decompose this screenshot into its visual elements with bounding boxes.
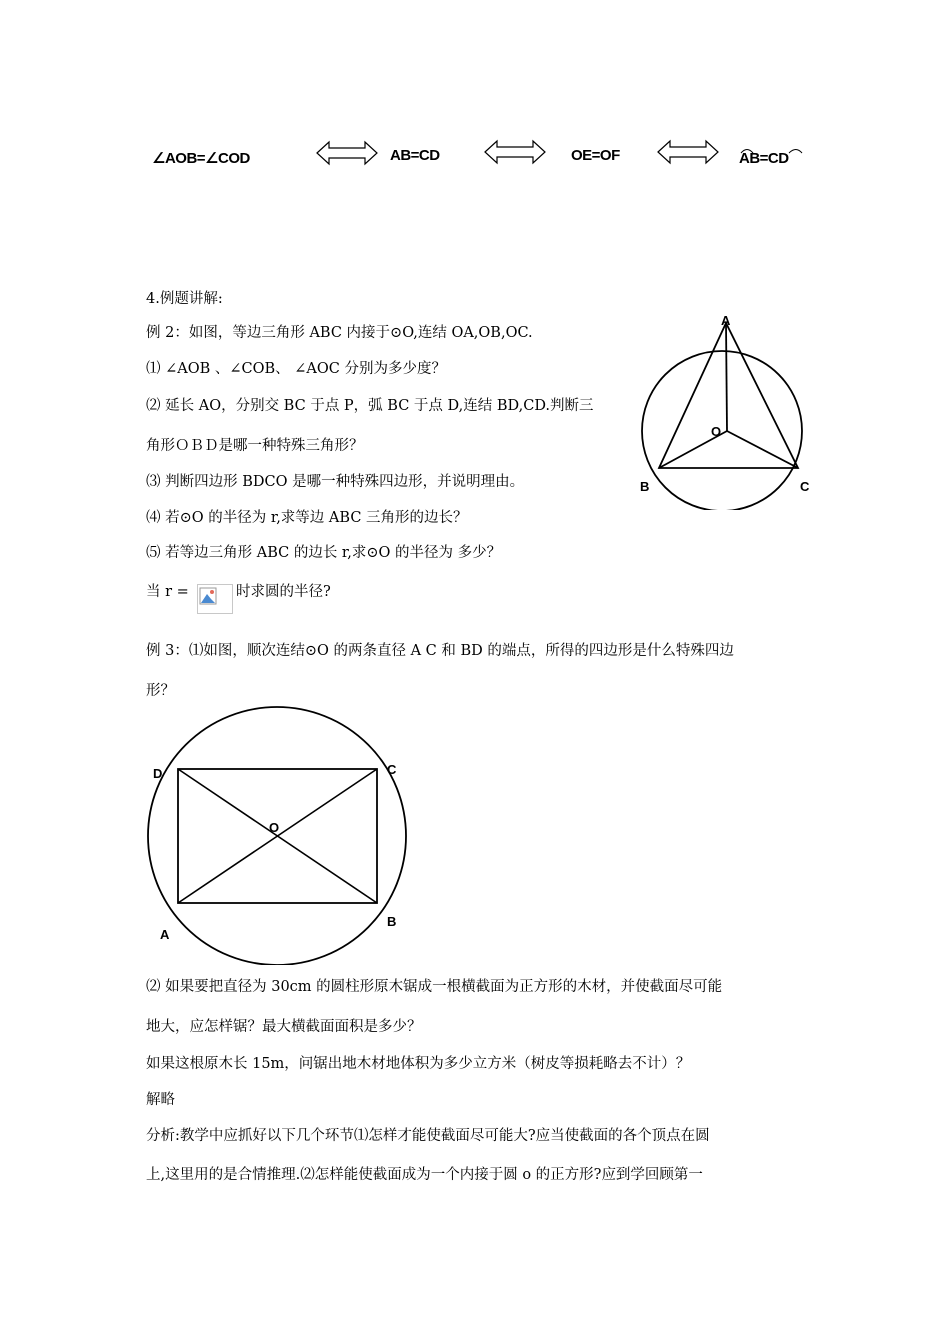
relation-arc-text: AB=CD bbox=[739, 150, 789, 167]
label-a: A bbox=[160, 927, 170, 942]
label-o: O bbox=[269, 820, 280, 835]
double-arrow-icon bbox=[484, 139, 546, 165]
segment-oc bbox=[727, 431, 798, 468]
label-c: C bbox=[800, 479, 810, 494]
solution-note: 解略 bbox=[146, 1092, 175, 1108]
example2-question-6-suffix: 时求圆的半径? bbox=[236, 584, 331, 600]
analysis-line1: 分析:教学中应抓好以下几个环节⑴怎样才能使截面尽可能大?应当使截面的各个顶点在圆 bbox=[146, 1128, 710, 1144]
equilateral-triangle-figure bbox=[630, 310, 830, 510]
triangle-abc bbox=[659, 323, 798, 468]
formula-image-placeholder bbox=[197, 584, 233, 614]
inscribed-rectangle-figure bbox=[140, 705, 430, 965]
circumcircle bbox=[642, 351, 802, 510]
label-b: B bbox=[640, 479, 650, 494]
example2-question-2-line2: 角形ＯＢＤ是哪一种特殊三角形？ bbox=[146, 438, 364, 454]
label-c: C bbox=[387, 762, 397, 777]
broken-image-icon bbox=[198, 585, 232, 613]
label-o: O bbox=[711, 424, 722, 439]
example3-intro-line2: 形？ bbox=[146, 683, 175, 699]
relation-arc-equal bbox=[739, 150, 789, 167]
analysis-line2: 上,这里用的是合情推理.⑵怎样能使截面成为一个内接于圆 o 的正方形?应到学回顾第一 bbox=[146, 1167, 703, 1183]
example2-question-3: ⑶ 判断四边形 BDCO 是哪一种特殊四边形，并说明理由。 bbox=[146, 474, 525, 490]
relation-distance-equal: OE=OF bbox=[571, 147, 620, 164]
example2-question-5: ⑸ 若等边三角形 ABC 的边长 r,求⊙O 的半径为 多少？ bbox=[146, 545, 502, 561]
example2-intro: 例 2：如图，等边三角形 ABC 内接于⊙O,连结 OA,OB,OC. bbox=[146, 325, 533, 341]
arc-mark-icon bbox=[739, 144, 809, 156]
double-arrow-icon bbox=[657, 139, 719, 165]
example2-question-2-line1: ⑵ 延长 AO，分别交 BC 于点 P，弧 BC 于点 D,连结 BD,CD.判断三 bbox=[146, 398, 594, 414]
label-a: A bbox=[721, 313, 731, 328]
example3-intro-line1: 例 3：⑴如图，顺次连结⊙O 的两条直径 A C 和 BD 的端点，所得的四边形是什么特殊四边 bbox=[146, 643, 734, 659]
segment-oa bbox=[726, 323, 727, 431]
example2-question-1: ⑴ ∠AOB 、∠COB、 ∠AOC 分别为多少度？ bbox=[146, 361, 446, 377]
example3-question-2-line1: ⑵ 如果要把直径为 30cm 的圆柱形原木锯成一根横截面为正方形的木材，并使截面尽可能 bbox=[146, 979, 723, 995]
relation-chord-equal: AB=CD bbox=[390, 147, 440, 164]
relation-angle-equal: ∠AOB=∠COD bbox=[152, 150, 250, 167]
label-b: B bbox=[387, 914, 397, 929]
example3-question-2-line3: 如果这根原木长 15m，问锯出地木材地体积为多少立方米（树皮等损耗略去不计）？ bbox=[146, 1056, 691, 1072]
section-title: 4.例题讲解: bbox=[146, 291, 223, 307]
example2-question-6-prefix: 当 r = bbox=[146, 584, 189, 600]
label-d: D bbox=[153, 766, 163, 781]
double-arrow-icon bbox=[316, 140, 378, 166]
example3-question-2-line2: 地大，应怎样锯？最大横截面面积是多少？ bbox=[146, 1019, 422, 1035]
example2-question-4: ⑷ 若⊙O 的半径为 r,求等边 ABC 三角形的边长？ bbox=[146, 510, 468, 526]
